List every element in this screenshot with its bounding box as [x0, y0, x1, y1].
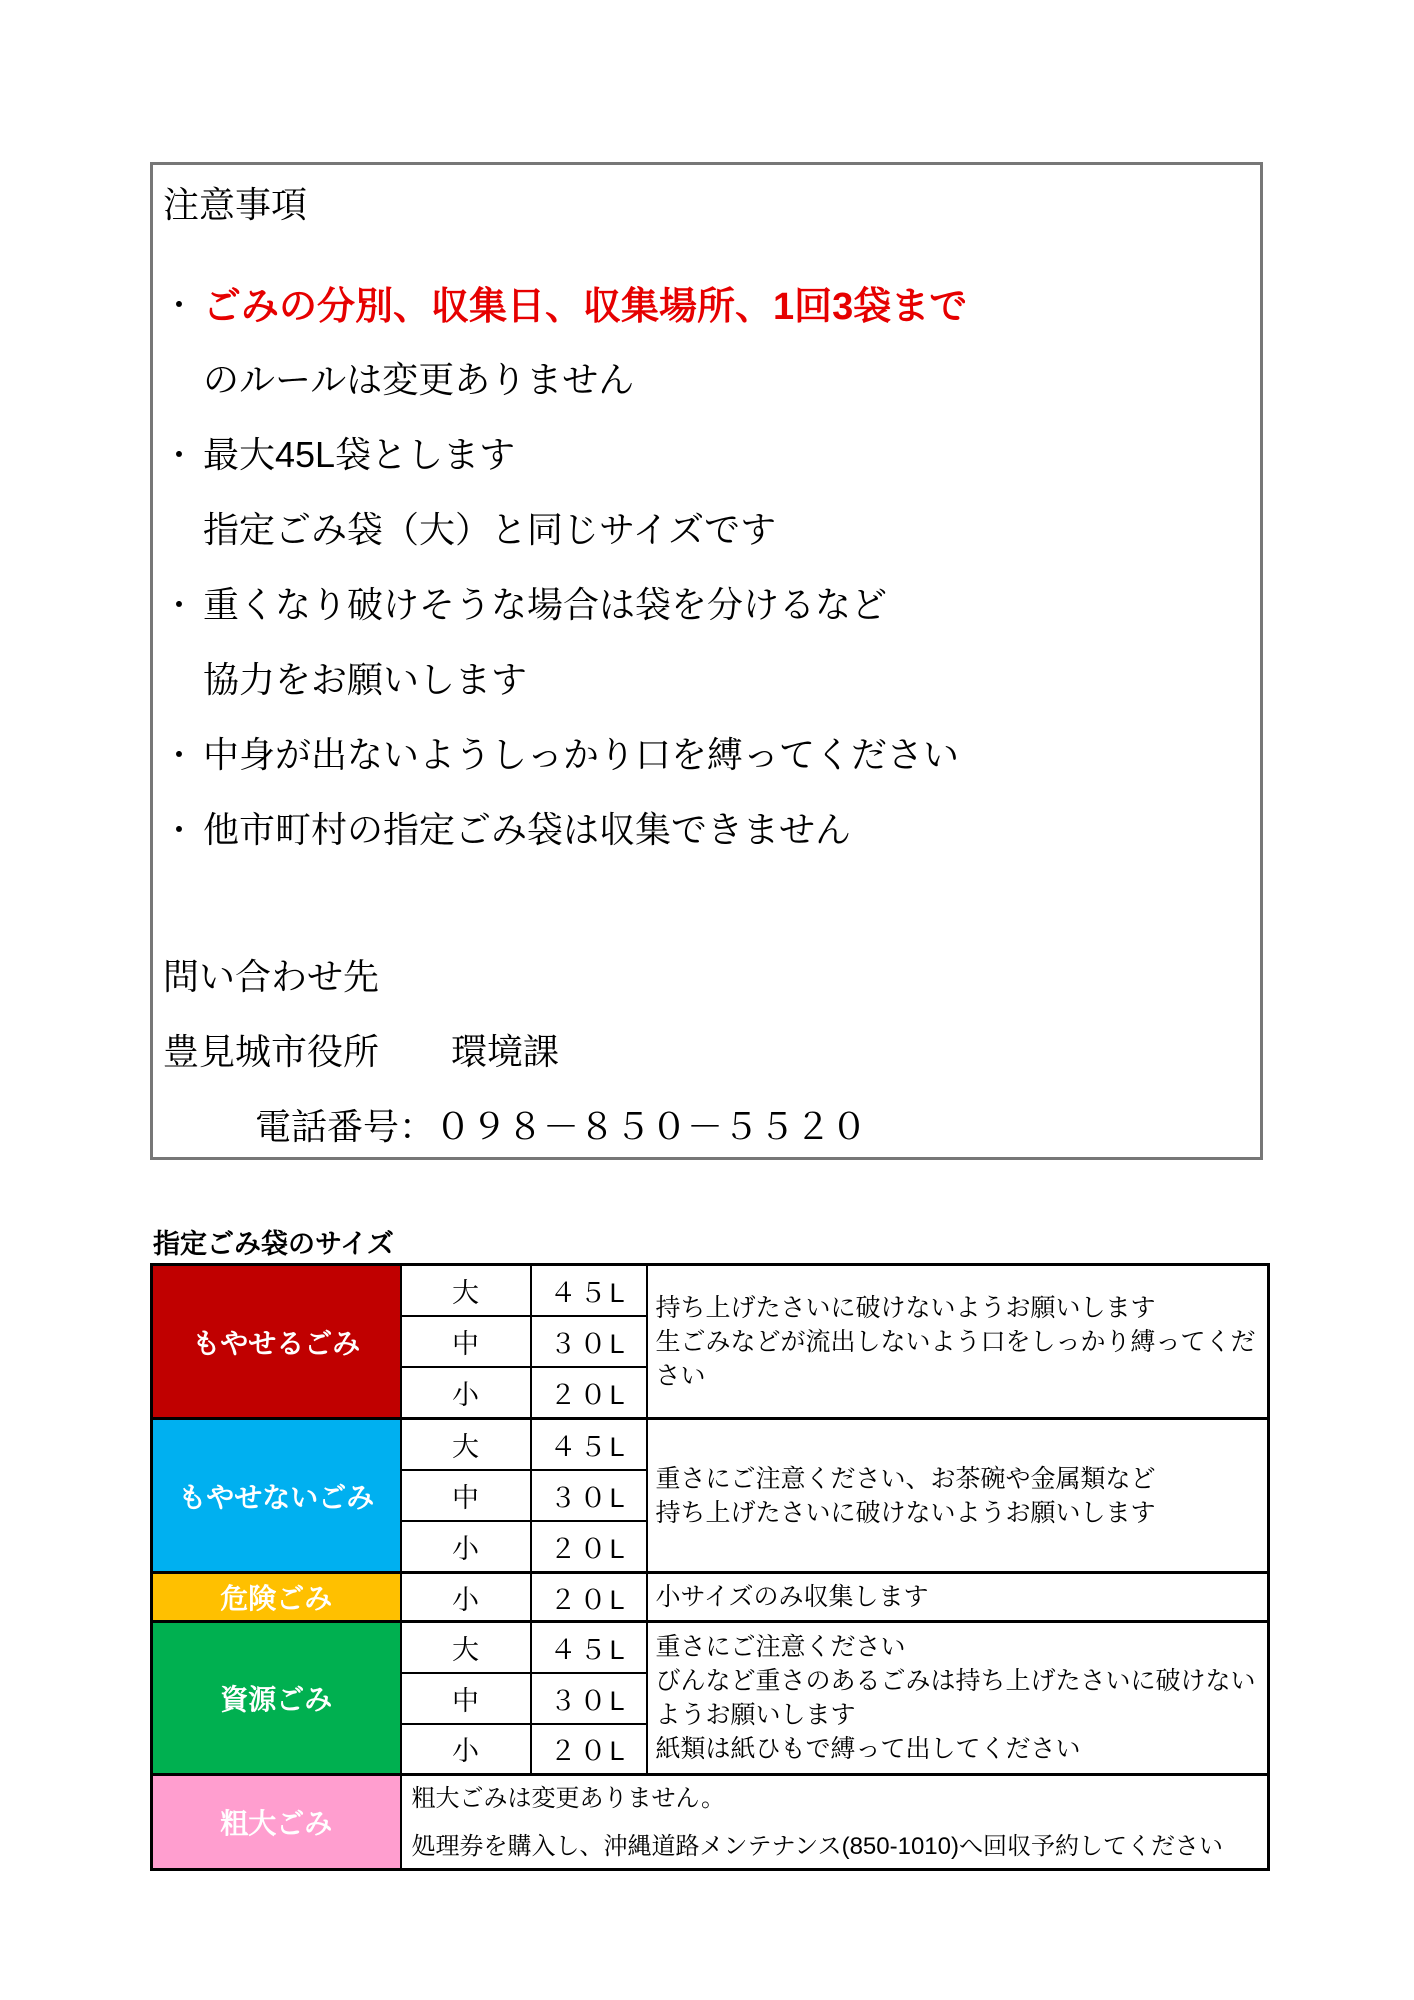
note-cell-burnable [647, 1265, 1269, 1419]
bullet-icon: ・ [163, 586, 196, 623]
notice-item-maxbag [163, 415, 1246, 490]
notice-item-othercity-text: 他市町村の指定ごみ袋は収集できません [203, 809, 852, 850]
volume-cell: ３０L [531, 1316, 647, 1367]
volume-cell: ２０L [531, 1573, 647, 1622]
volume-cell: ２０L [531, 1521, 647, 1573]
size-cell: 小 [401, 1521, 531, 1573]
note-cell-recyclable [647, 1622, 1269, 1775]
notice-item-heavy [163, 565, 1246, 640]
table-row-nonburnable-large [152, 1419, 1269, 1470]
category-cell-recyclable: 資源ごみ [152, 1622, 401, 1775]
note-line: 粗大ごみは変更ありません。 [411, 1785, 725, 1812]
note-line: 重さにご注意ください、お茶碗や金属類など [655, 1464, 1156, 1493]
notice-item-tie-text: 中身が出ないようしっかり口を縛ってください [203, 734, 960, 775]
notice-box [150, 162, 1263, 1160]
category-cell-bulky: 粗大ごみ [152, 1775, 401, 1870]
notice-item-rules-text: ごみの分別、収集日、収集場所、1回3袋まで [203, 286, 968, 328]
notice-item-heavy-cont: 協力をお願いします [203, 659, 528, 700]
note-line: 紙類は紙ひもで縛って出してください [655, 1735, 1081, 1763]
volume-cell: ２０L [531, 1367, 647, 1419]
contact-phone: 電話番号：０９８－８５０－５５２０ [255, 1106, 868, 1147]
bag-table-heading: 指定ごみ袋のサイズ [153, 1229, 394, 1259]
size-cell: 大 [401, 1622, 531, 1673]
size-cell: 中 [401, 1316, 531, 1367]
size-cell: 小 [401, 1367, 531, 1419]
table-row-recyclable-large [152, 1622, 1269, 1673]
notice-item-rules-cont: のルールは変更ありません [203, 359, 635, 400]
category-cell-nonburnable: もやせないごみ [152, 1419, 401, 1573]
size-cell: 大 [401, 1265, 531, 1316]
bullet-icon: ・ [163, 286, 196, 323]
note-line: 持ち上げたさいに破けないようお願いします [655, 1293, 1156, 1322]
size-cell: 中 [401, 1470, 531, 1521]
bullet-icon: ・ [163, 811, 196, 848]
note-line: びんなど重さのあるごみは持ち上げたさいに破けないようお願いします [655, 1667, 1256, 1729]
size-cell: 小 [401, 1573, 531, 1622]
note-line: 処理券を購入し、沖縄道路メンテナンス(850-1010)へ回収予約してください [411, 1833, 1223, 1860]
notice-item-maxbag-cont: 指定ごみ袋（大）と同じサイズです [203, 509, 777, 550]
volume-cell: ４５L [531, 1265, 647, 1316]
contact-office: 豊見城市役所 環境課 [163, 1031, 560, 1072]
contact-heading: 問い合わせ先 [163, 956, 380, 997]
volume-cell: ２０L [531, 1724, 647, 1775]
table-row-burnable-large [152, 1265, 1269, 1316]
size-cell: 中 [401, 1673, 531, 1724]
note-cell-bulky [401, 1775, 1269, 1870]
category-cell-burnable: もやせるごみ [152, 1265, 401, 1419]
table-row-bulky [152, 1775, 1269, 1870]
bullet-icon: ・ [163, 436, 196, 473]
notice-item-othercity [163, 790, 1246, 865]
table-row-hazardous [152, 1573, 1269, 1622]
bullet-icon: ・ [163, 736, 196, 773]
notice-item-tie [163, 715, 1246, 790]
volume-cell: ３０L [531, 1470, 647, 1521]
notice-title: 注意事項 [163, 184, 308, 225]
note-line: 重さにご注意ください [655, 1633, 906, 1661]
volume-cell: ４５L [531, 1622, 647, 1673]
volume-cell: ３０L [531, 1673, 647, 1724]
volume-cell: ４５L [531, 1419, 647, 1470]
notice-item-rules [163, 265, 1246, 340]
category-cell-hazardous: 危険ごみ [152, 1573, 401, 1622]
bag-size-table [150, 1263, 1270, 1871]
note-line: 小サイズのみ収集します [655, 1583, 929, 1611]
size-cell: 小 [401, 1724, 531, 1775]
notice-item-maxbag-text: 最大45L袋とします [203, 434, 516, 475]
size-cell: 大 [401, 1419, 531, 1470]
notice-item-heavy-text: 重くなり破けそうな場合は袋を分けるなど [203, 584, 888, 625]
note-cell-nonburnable [647, 1419, 1269, 1573]
note-line: 生ごみなどが流出しないよう口をしっかり縛ってください [655, 1327, 1256, 1390]
note-line: 持ち上げたさいに破けないようお願いします [655, 1498, 1156, 1527]
note-cell-hazardous [647, 1573, 1269, 1622]
